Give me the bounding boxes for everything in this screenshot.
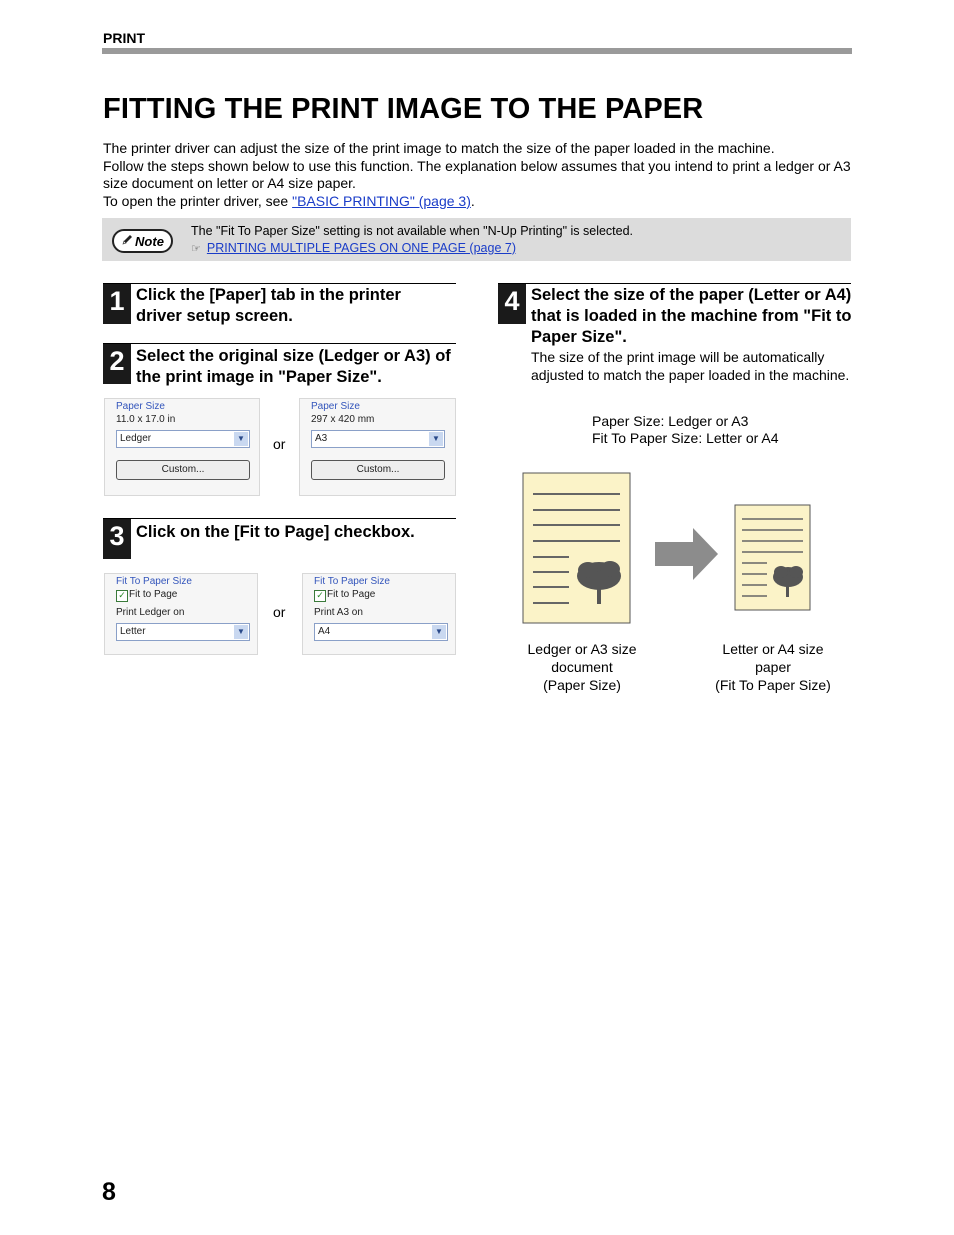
chevron-down-icon[interactable]: ▼: [234, 625, 248, 639]
note-box: [102, 218, 851, 261]
custom-button[interactable]: Custom...: [116, 460, 250, 480]
basic-printing-link[interactable]: "BASIC PRINTING" (page 3): [292, 192, 471, 209]
note-text: The "Fit To Paper Size" setting is not available when "N-Up Printing" is selected.: [191, 224, 634, 238]
step-4-detail-fit-size: Fit To Paper Size: Letter or A4: [592, 430, 779, 446]
fit-to-page-label: Fit to Page: [129, 589, 178, 600]
fit-paper-select[interactable]: [314, 623, 448, 641]
intro-line-3-prefix: To open the printer driver, see: [103, 192, 293, 209]
step-3-number: 3: [103, 519, 131, 559]
paper-size-select-value: Ledger: [120, 433, 152, 444]
header-rule: [102, 48, 852, 54]
letter-caption: [696, 640, 850, 694]
note-badge-label: Note: [135, 233, 164, 249]
chevron-down-icon[interactable]: ▼: [429, 432, 443, 446]
fit-paper-select-value: A4: [318, 626, 331, 637]
intro-line-1: The printer driver can adjust the size of the print image to match the size of the paper loaded in the machine.: [103, 140, 775, 156]
print-on-label: Print Ledger on: [116, 607, 185, 618]
print-on-label: Print A3 on: [314, 607, 363, 618]
or-label: or: [273, 436, 286, 452]
step-4-rule: [498, 283, 851, 284]
intro-line-3: [103, 193, 855, 211]
intro-paragraph: [103, 140, 855, 210]
ledger-caption: [505, 640, 659, 694]
step-1-number: 1: [103, 284, 131, 324]
step-4-title: Select the size of the paper (Letter or A4) that is loaded in the machine from "Fit to Paper Size".: [531, 286, 852, 346]
note-link-row: [191, 240, 633, 258]
step-1-rule: [103, 283, 456, 284]
paper-dimensions: 11.0 x 17.0 in: [116, 414, 176, 425]
fit-to-page-label: Fit to Page: [327, 589, 376, 600]
intro-line-2: Follow the steps shown below to use this function. The explanation below assumes that you intend to print a ledger or A3 size document on letter or A4 size paper.: [103, 157, 851, 192]
pointing-hand-icon: ☞: [191, 242, 201, 255]
chevron-down-icon[interactable]: ▼: [234, 432, 248, 446]
paper-size-dialog-a3: [299, 398, 456, 496]
step-2-title: Select the original size (Ledger or A3) of the print image in "Paper Size".: [136, 347, 451, 386]
ledger-caption-line-1: Ledger or A3 size: [527, 641, 637, 657]
chevron-down-icon[interactable]: ▼: [432, 625, 446, 639]
paper-size-select[interactable]: [116, 430, 250, 448]
paper-size-dialog-ledger: [104, 398, 260, 496]
fit-to-paper-dialog-a4: [302, 573, 456, 655]
paper-size-select-value: A3: [315, 433, 328, 444]
note-badge: [112, 229, 173, 253]
letter-caption-line-1: Letter or A4 size: [722, 641, 824, 657]
fit-to-page-checkbox[interactable]: ✓: [116, 590, 128, 602]
step-3-title: Click on the [Fit to Page] checkbox.: [136, 523, 415, 541]
fit-group-label: Fit To Paper Size: [314, 576, 390, 587]
paper-size-group-label: Paper Size: [116, 401, 165, 412]
step-4-body: The size of the print image will be automatically adjusted to match the paper loaded in the machine.: [531, 349, 850, 383]
fit-to-paper-dialog-letter: [104, 573, 258, 655]
fit-to-page-checkbox[interactable]: ✓: [314, 590, 326, 602]
letter-paper-illustration: [734, 504, 812, 612]
step-2-number: 2: [103, 344, 131, 384]
arrow-right-icon: [655, 528, 719, 580]
intro-line-3-suffix: .: [470, 192, 475, 209]
step-4-detail-paper-size: Paper Size: Ledger or A3: [592, 413, 749, 429]
section-label: PRINT: [103, 30, 145, 46]
note-text-block: [191, 223, 633, 257]
fit-paper-select[interactable]: [116, 623, 250, 641]
ledger-caption-line-3: (Paper Size): [543, 677, 621, 693]
page-number: 8: [102, 1178, 116, 1206]
paper-dimensions: 297 x 420 mm: [311, 414, 375, 425]
step-2-rule: [103, 343, 456, 344]
letter-caption-line-3: (Fit To Paper Size): [715, 677, 831, 693]
custom-button[interactable]: Custom...: [311, 460, 445, 480]
paper-size-select[interactable]: [311, 430, 445, 448]
fit-paper-select-value: Letter: [120, 626, 146, 637]
page-title: FITTING THE PRINT IMAGE TO THE PAPER: [103, 93, 704, 125]
step-4-number: 4: [498, 284, 526, 324]
letter-caption-line-2: paper: [755, 659, 791, 675]
step-3-rule: [103, 518, 456, 519]
pencil-icon: [121, 233, 134, 249]
ledger-caption-line-2: document: [551, 659, 613, 675]
or-label: or: [273, 604, 286, 620]
fit-group-label: Fit To Paper Size: [116, 576, 192, 587]
multiple-pages-link[interactable]: PRINTING MULTIPLE PAGES ON ONE PAGE (page 7): [206, 240, 516, 255]
paper-size-group-label: Paper Size: [311, 401, 360, 412]
step-1-title: Click the [Paper] tab in the printer driver setup screen.: [136, 286, 401, 325]
ledger-document-illustration: [522, 472, 632, 625]
